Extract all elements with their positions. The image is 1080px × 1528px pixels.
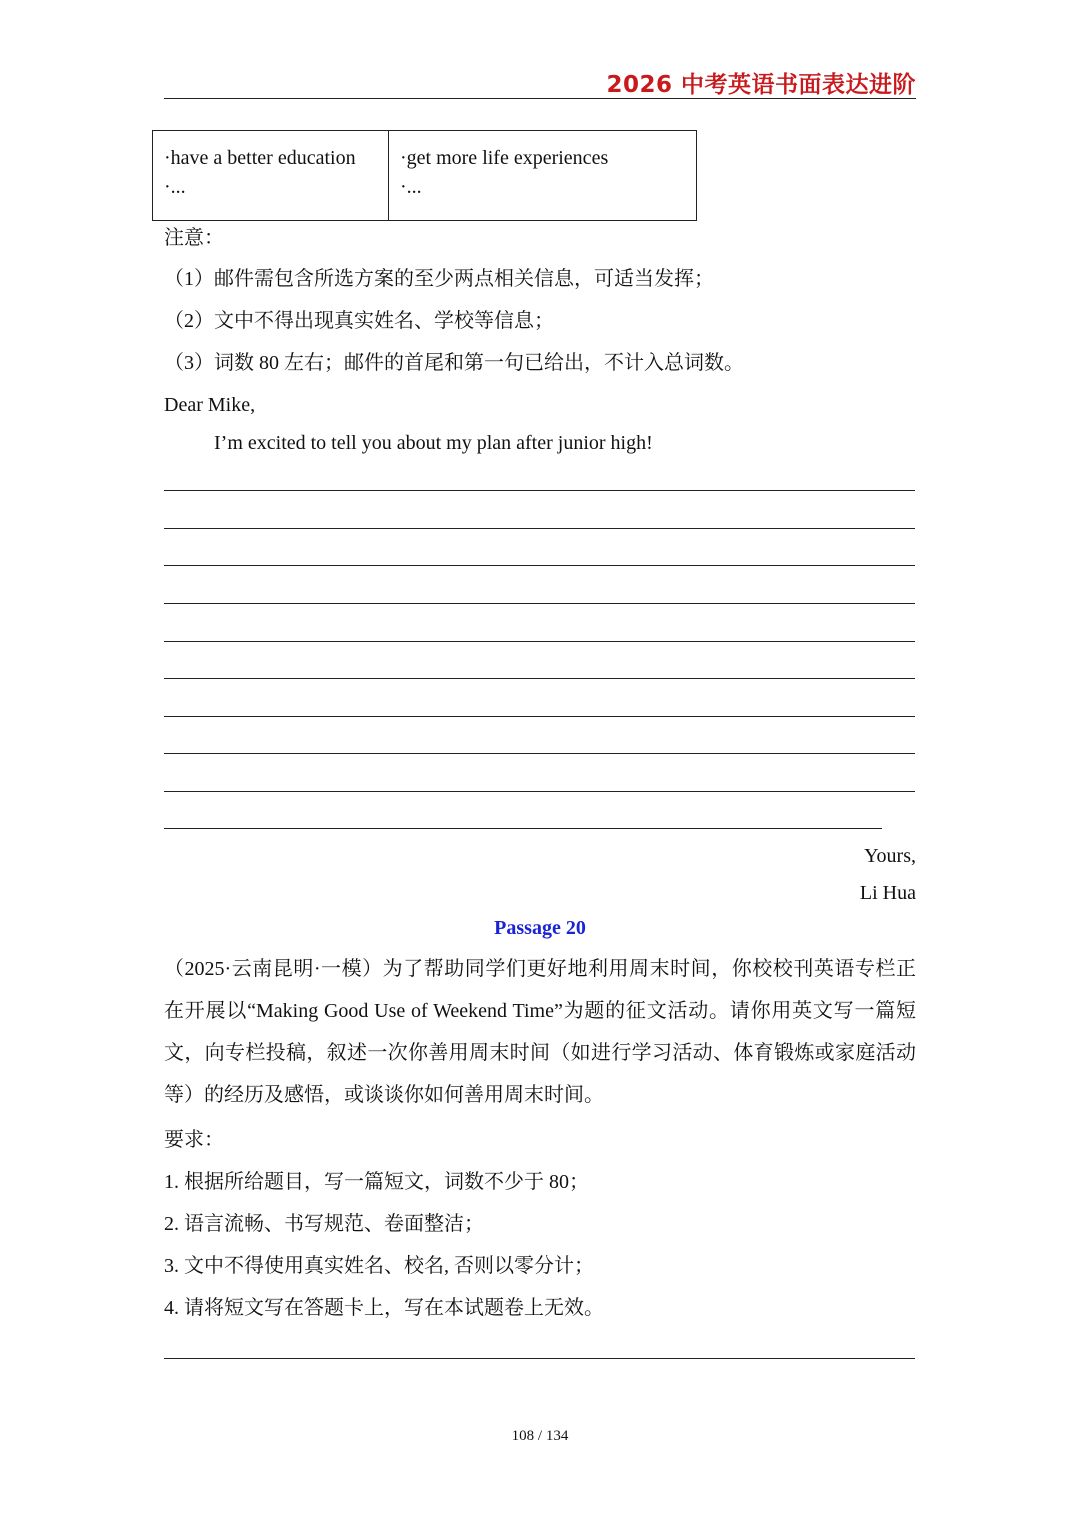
page-number: 108 / 134 xyxy=(511,1428,569,1444)
option-right-2: ·... xyxy=(400,176,422,198)
header-rule xyxy=(164,98,916,99)
writing-line xyxy=(164,1358,915,1359)
passage-title: Passage 20 xyxy=(494,917,586,939)
writing-line xyxy=(164,603,915,604)
notes-label: 注意： xyxy=(164,227,224,249)
option-left-2: ·... xyxy=(164,176,186,198)
note-item: （1）邮件需包含所选方案的至少两点相关信息，可适当发挥； xyxy=(164,268,714,290)
writing-line xyxy=(164,678,915,679)
letter-closing: Yours, xyxy=(864,845,916,867)
writing-line xyxy=(164,565,915,566)
note-item: （3）词数 80 左右；邮件的首尾和第一句已给出，不计入总词数。 xyxy=(164,352,744,374)
option-left-1: ·have a better education xyxy=(164,147,356,169)
requirement-item: 1. 根据所给题目，写一篇短文，词数不少于 80； xyxy=(164,1171,589,1193)
writing-line xyxy=(164,753,915,754)
header-title: 2026 中考英语书面表达进阶 xyxy=(606,72,916,98)
writing-line xyxy=(164,716,915,717)
option-right-1: ·get more life experiences xyxy=(400,147,609,169)
letter-greeting: Dear Mike, xyxy=(164,394,256,416)
note-item: （2）文中不得出现真实姓名、学校等信息； xyxy=(164,310,554,332)
option-cell-right xyxy=(389,131,697,221)
passage-prompt: （2025·云南昆明·一模）为了帮助同学们更好地利用周末时间，你校校刊英语专栏正在开展以“Making Good Use of Weekend Time”为题的征文活动。请你用英文写一篇短文，向专栏投稿，叙述一次你善用周末时间（如进行学习活动、体育锻炼或家庭活动等）的经历及感悟，或谈谈你如何善用周末时间。 xyxy=(164,958,916,1106)
requirement-item: 3. 文中不得使用真实姓名、校名, 否则以零分计； xyxy=(164,1255,594,1277)
requirements-label: 要求： xyxy=(164,1129,224,1151)
writing-line xyxy=(164,791,915,792)
letter-first-sentence: I’m excited to tell you about my plan after junior high! xyxy=(214,432,653,454)
letter-signature: Li Hua xyxy=(859,882,916,904)
requirement-item: 4. 请将短文写在答题卡上，写在本试题卷上无效。 xyxy=(164,1297,604,1319)
writing-line xyxy=(164,490,915,491)
writing-line xyxy=(164,528,915,529)
requirement-item: 2. 语言流畅、书写规范、卷面整洁； xyxy=(164,1213,484,1235)
writing-line xyxy=(164,828,882,829)
writing-line xyxy=(164,641,915,642)
option-cell-left xyxy=(153,131,389,221)
options-table xyxy=(152,130,697,221)
